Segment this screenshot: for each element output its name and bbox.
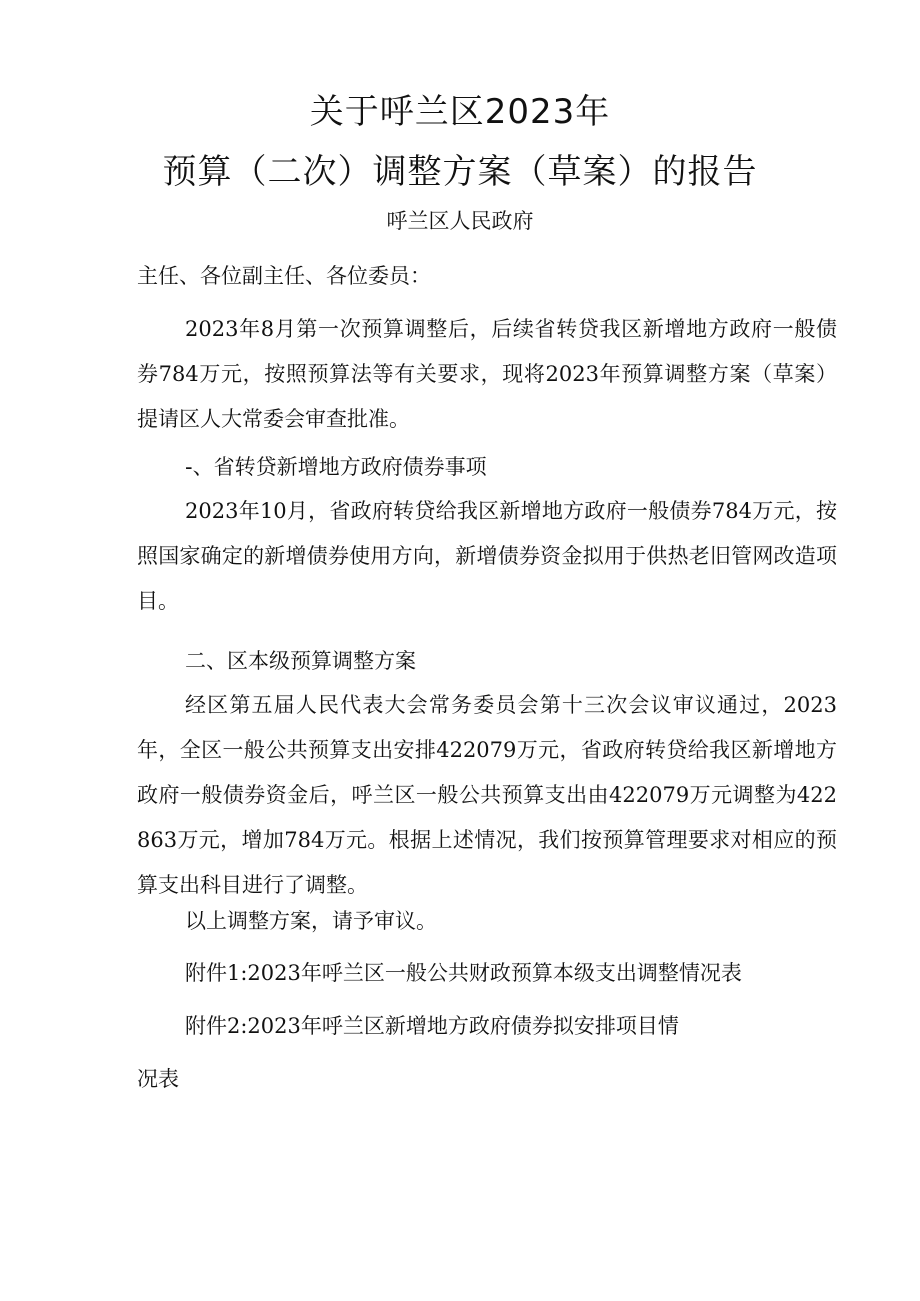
section-2-heading: 二、区本级预算调整方案 <box>185 649 416 673</box>
salutation: 主任、各位副主任、各位委员： <box>137 264 431 288</box>
section-1-heading: -、省转贷新增地方政府债券事项 <box>185 455 487 479</box>
section-2-paragraph: 经区第五届人民代表大会常务委员会第十三次会议审议通过，2023年，全区一般公共预算支出安排422079万元，省政府转贷给我区新增地方政府一般债券资金后，呼兰区一般公共预算支出由422079万元调整为422863万元，增加784万元。根据上述情况，我们按预算管理要求对相应的预算支出科目进行了调整。 <box>137 693 837 897</box>
issuing-authority: 呼兰区人民政府 <box>386 209 534 233</box>
document-title-line-2: 预算（二次）调整方案（草案）的报告 <box>162 152 758 192</box>
intro-paragraph: 2023年8月第一次预算调整后，后续省转贷我区新增地方政府一般债券784万元，按照预算法等有关要求，现将2023年预算调整方案（草案）提请区人大常委会审查批准。 <box>137 317 837 431</box>
attachment-1: 附件1:2023年呼兰区一般公共财政预算本级支出调整情况表 <box>185 961 742 985</box>
closing-line: 以上调整方案，请予审议。 <box>185 909 437 933</box>
section-1-paragraph: 2023年10月，省政府转贷给我区新增地方政府一般债券784万元，按照国家确定的新增债券使用方向，新增债券资金拟用于供热老旧管网改造项目。 <box>137 499 837 613</box>
attachment-2-continuation: 况表 <box>137 1067 179 1091</box>
attachment-2: 附件2:2023年呼兰区新增地方政府债券拟安排项目情 <box>185 1014 679 1038</box>
document-title-line-1: 关于呼兰区2023年 <box>309 92 611 132</box>
